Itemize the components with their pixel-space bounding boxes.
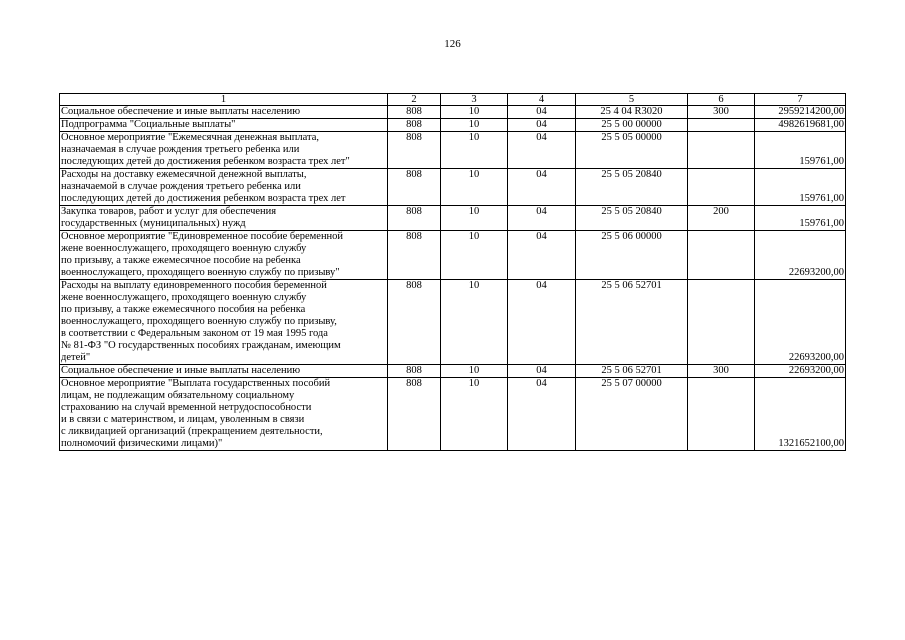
row-target-article: 25 5 06 52701 <box>576 365 688 378</box>
row-expense-type <box>688 378 755 451</box>
row-target-article: 25 5 05 00000 <box>576 132 688 169</box>
row-target-article: 25 5 07 00000 <box>576 378 688 451</box>
row-amount: 159761,00 <box>755 132 846 169</box>
row-section: 10 <box>441 206 508 231</box>
table-row <box>60 280 846 365</box>
column-header: 7 <box>755 94 846 106</box>
row-subsection: 04 <box>508 280 576 365</box>
row-section: 10 <box>441 106 508 119</box>
table-row <box>60 378 846 451</box>
row-name: Расходы на доставку ежемесячной денежной выплаты, назначаемой в случае рождения третьего ребенка или последующих детей до достижения ребенком возраста трех лет <box>60 169 388 206</box>
table-row <box>60 206 846 231</box>
row-name: Основное мероприятие "Единовременное пособие беременной жене военнослужащего, проходящего военную службу по призыву, а также ежемесячное пособие на ребенка военнослужащего, проходящего военную службу по призыву" <box>60 231 388 280</box>
column-header: 2 <box>388 94 441 106</box>
row-subsection: 04 <box>508 119 576 132</box>
row-amount: 22693200,00 <box>755 365 846 378</box>
row-name: Подпрограмма "Социальные выплаты" <box>60 119 388 132</box>
row-ministry-code: 808 <box>388 106 441 119</box>
table-row <box>60 119 846 132</box>
row-ministry-code: 808 <box>388 132 441 169</box>
row-expense-type <box>688 280 755 365</box>
row-ministry-code: 808 <box>388 378 441 451</box>
row-section: 10 <box>441 280 508 365</box>
table-row <box>60 169 846 206</box>
row-subsection: 04 <box>508 365 576 378</box>
row-section: 10 <box>441 365 508 378</box>
table-row <box>60 132 846 169</box>
row-name: Социальное обеспечение и иные выплаты населению <box>60 365 388 378</box>
row-target-article: 25 4 04 R3020 <box>576 106 688 119</box>
row-expense-type <box>688 169 755 206</box>
row-amount: 159761,00 <box>755 206 846 231</box>
table-row <box>60 231 846 280</box>
row-name: Закупка товаров, работ и услуг для обеспечения государственных (муниципальных) нужд <box>60 206 388 231</box>
row-subsection: 04 <box>508 169 576 206</box>
column-header: 3 <box>441 94 508 106</box>
row-expense-type <box>688 231 755 280</box>
row-expense-type: 300 <box>688 365 755 378</box>
row-ministry-code: 808 <box>388 119 441 132</box>
row-subsection: 04 <box>508 206 576 231</box>
row-target-article: 25 5 00 00000 <box>576 119 688 132</box>
row-name: Расходы на выплату единовременного пособия беременной жене военнослужащего, проходящего военную службу по призыву, а также ежемесячного пособия на ребенка военнослужащего, проходящего военную службу по призыву, в соответствии с Федеральным законом от 19 мая 1995 года № 81-ФЗ "О государственных пособиях гражданам, имеющим детей" <box>60 280 388 365</box>
row-section: 10 <box>441 119 508 132</box>
row-amount: 22693200,00 <box>755 280 846 365</box>
row-expense-type: 300 <box>688 106 755 119</box>
row-ministry-code: 808 <box>388 280 441 365</box>
row-section: 10 <box>441 169 508 206</box>
row-target-article: 25 5 06 52701 <box>576 280 688 365</box>
row-ministry-code: 808 <box>388 206 441 231</box>
row-subsection: 04 <box>508 132 576 169</box>
budget-table <box>59 93 846 451</box>
row-amount: 4982619681,00 <box>755 119 846 132</box>
row-amount: 1321652100,00 <box>755 378 846 451</box>
row-subsection: 04 <box>508 106 576 119</box>
row-section: 10 <box>441 231 508 280</box>
row-target-article: 25 5 05 20840 <box>576 169 688 206</box>
row-expense-type: 200 <box>688 206 755 231</box>
row-section: 10 <box>441 132 508 169</box>
row-ministry-code: 808 <box>388 231 441 280</box>
row-subsection: 04 <box>508 231 576 280</box>
row-amount: 159761,00 <box>755 169 846 206</box>
row-amount: 2959214200,00 <box>755 106 846 119</box>
column-header: 6 <box>688 94 755 106</box>
row-amount: 22693200,00 <box>755 231 846 280</box>
table-row <box>60 106 846 119</box>
row-name: Основное мероприятие "Ежемесячная денежная выплата, назначаемая в случае рождения третьего ребенка или последующих детей до достижения ребенком возраста трех лет" <box>60 132 388 169</box>
column-header: 1 <box>60 94 388 106</box>
column-header: 5 <box>576 94 688 106</box>
row-target-article: 25 5 05 20840 <box>576 206 688 231</box>
row-name: Социальное обеспечение и иные выплаты населению <box>60 106 388 119</box>
row-expense-type <box>688 132 755 169</box>
table-header-row <box>60 94 846 106</box>
row-ministry-code: 808 <box>388 169 441 206</box>
row-subsection: 04 <box>508 378 576 451</box>
page-number: 126 <box>444 38 461 50</box>
row-section: 10 <box>441 378 508 451</box>
row-target-article: 25 5 06 00000 <box>576 231 688 280</box>
table-row <box>60 365 846 378</box>
row-expense-type <box>688 119 755 132</box>
column-header: 4 <box>508 94 576 106</box>
row-ministry-code: 808 <box>388 365 441 378</box>
row-name: Основное мероприятие "Выплата государственных пособий лицам, не подлежащим обязательному социальному страхованию на случай временной нетрудоспособности и в связи с материнством, и лицам, уволенным в связи с ликвидацией организаций (прекращением деятельности, полномочий физическими лицами)" <box>60 378 388 451</box>
